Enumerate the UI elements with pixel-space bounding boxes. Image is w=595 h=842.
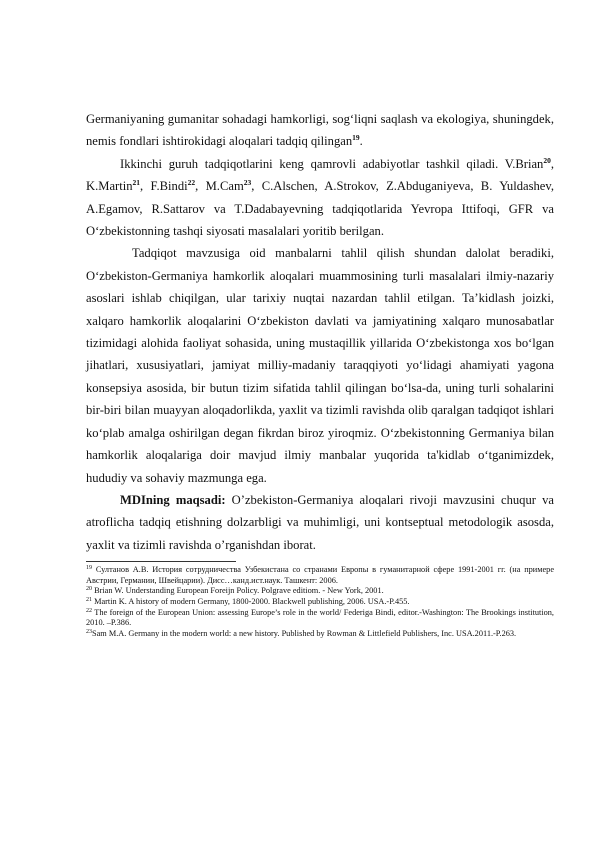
footnote-num: 19: [86, 565, 92, 572]
footnote-20: [86, 586, 554, 597]
footnote-23: [86, 629, 554, 640]
paragraph-1-text: Germaniyaning gumanitar sohadagi hamkorligi, sog‘liqni saqlash va ekologiya, shuningdek, nemis fondlari ishtirokidagi aloqalari tadqiq qilingan: [86, 112, 554, 149]
paragraph-2-seg1: , K.Martin: [86, 156, 554, 194]
footnote-num: 23: [86, 628, 92, 635]
footnote-text: Султанов А.В. История сотрудничества Узбекистана со странами Европы в гуманитарной сфере 1991-2001 гг. (на примере Австрии, Германии, Швейцарии). Дисс…канд.ист.наук. Ташкент: 2006.: [86, 565, 554, 585]
footnote-ref-23[interactable]: 23: [243, 178, 252, 188]
footnote-22: [86, 608, 554, 629]
footnote-19: [86, 565, 554, 586]
footnote-num: 22: [86, 607, 92, 614]
footnote-separator: [86, 561, 236, 562]
footnote-text: Sam M.A. Germany in the modern world: a new history. Published by Rowman & Littlefield Publishers, Inc. USA.2011.-P.263.: [92, 628, 517, 638]
paragraph-1-tail: .: [359, 134, 363, 149]
paragraph-2-seg3: , M.Cam: [195, 179, 244, 194]
footnote-text: The foreign of the European Union: assessing Europe’s role in the world/ Federiga Bindi, editor.-Washington: The Brookings institution, 2010. –P.386.: [86, 607, 554, 628]
paragraph-4: [86, 489, 554, 556]
paragraph-2-intro: Ikkinchi guruh tadqiqotlarini keng qamrovli adabiyotlar tashkil qiladi. V.Brian: [120, 156, 544, 171]
footnote-ref-21[interactable]: 21: [132, 178, 141, 188]
footnote-ref-22[interactable]: 22: [187, 178, 196, 188]
footnote-num: 20: [86, 586, 92, 593]
footnote-21: [86, 597, 554, 608]
paragraph-2-seg2: , F.Bindi: [140, 179, 188, 194]
goal-heading: MDIning maqsadi:: [120, 492, 226, 507]
paragraph-2-seg4: , C.Alschen, A.Strokov, Z.Abduganiyeva, B. Yuldashev, A.Egamov, R.Sattarov va T.Dadabayevning tadqiqotlarida Yevropa Ittifoqi, GFR va O‘zbekistonning tashqi siyosati masalalari yoritib berilgan.: [86, 179, 555, 239]
footnotes: [86, 565, 554, 639]
paragraph-3: Tadqiqot mavzusiga oid manbalarni tahlil qilish shundan dalolat beradiki, O‘zbekiston-Germaniya hamkorlik aloqalari muammosining turli masalalari ilmiy-nazariy asoslari ishlab chiqilgan, ular tarixiy nuqtai nazardan tahlil etilgan. Ta’kidlash joizki, xalqaro hamkorlik aloqalarini O‘zbekiston davlati va jamiyatining xalqaro munosabatlar tizimidagi alohida faoliyat sohasida, uning mustaqillik yillarida O‘zbekistonga xos bo‘lgan jihatlari, xususiyatlari, jamiyat milliy-madaniy taraqqiyoti yo‘lidagi ahamiyati yagona konsepsiya asosida, bir butun tizim sifatida tahlil qilingan bo‘lsa-da, uning turli sohalarini bir-biri bilan muayyan aloqadorlikda, yaxlit va tizimli ravishda olib qaralgan tadqiqot ishlari ko‘plab amalga oshirilgan degan fikrdan biroz yiroqmiz. O‘zbekistonning Germaniya bilan hamkorlik aloqalariga doir mavjud ilmiy manbalar yuqorida ta'kidlab o‘tganimizdek, hududiy va sohaviy mazmunga ega.: [86, 246, 554, 485]
paragraph-2: [86, 153, 554, 243]
goal-text: O’zbekiston-Germaniya aloqalari rivoji mavzusini chuqur va atroflicha tadqiq etishning dolzarbligi va muhimligi, uni kontseptual metodologik asosda, yaxlit va tizimli ravishda o’rganishdan iborat.: [86, 492, 554, 552]
document-page: [86, 108, 554, 639]
footnote-text: Martin K. A history of modern Germany, 1800-2000. Blackwell publishing, 2006. USA.-P.455.: [92, 596, 410, 606]
footnote-ref-19[interactable]: 19: [352, 133, 360, 143]
paragraph-1: [86, 108, 554, 153]
footnote-text: Brian W. Understanding European Foreijn Policy. Polgrave editiom. - New York, 2001.: [92, 586, 384, 596]
footnote-ref-20[interactable]: 20: [543, 155, 551, 165]
footnote-num: 21: [86, 596, 92, 603]
